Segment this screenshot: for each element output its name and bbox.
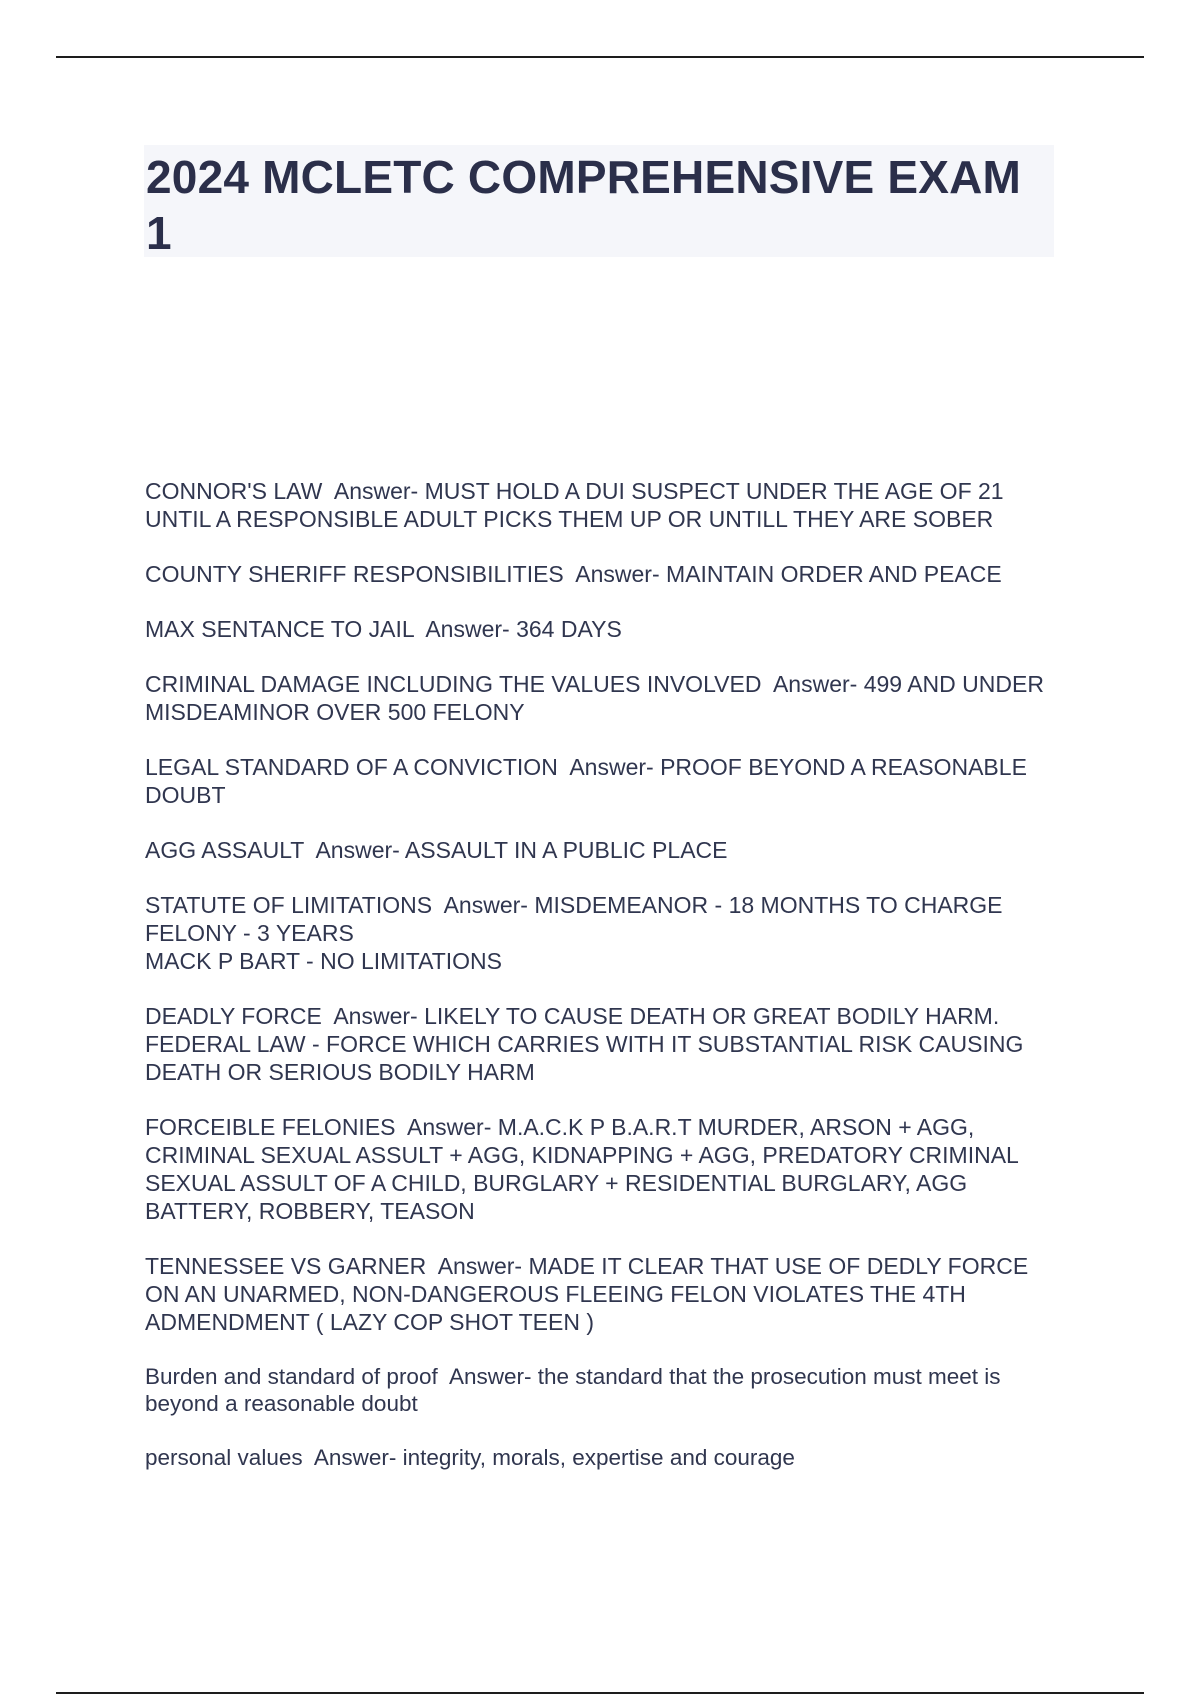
answer-separator: Answer- — [303, 837, 405, 863]
answer-separator: Answer- — [563, 561, 667, 587]
answer-separator: Answer- — [395, 1114, 498, 1140]
question-text: TENNESSEE VS GARNER — [145, 1253, 427, 1279]
answer-text: integrity, morals, expertise and courage — [402, 1445, 795, 1470]
answer-text: the standard that the prosecution must meet is beyond a reasonable doubt — [145, 1364, 1007, 1416]
answer-text: MAINTAIN ORDER AND PEACE — [666, 561, 1002, 587]
answer-text: M.A.C.K P B.A.R.T MURDER, ARSON + AGG, CRIMINAL SEXUAL ASSULT + AGG, KIDNAPPING + AGG, PREDATORY CRIMINAL SEXUAL ASSULT OF A CHILD, BURGLARY + RESIDENTIAL BURGLARY, AGG BATTERY, ROBBERY, TEASON — [145, 1114, 1025, 1224]
question-text: AGG ASSAULT — [145, 837, 304, 863]
question-text: Burden and standard of proof — [145, 1364, 438, 1389]
question-text: CONNOR'S LAW — [145, 478, 323, 504]
qa-item — [145, 891, 1060, 975]
qa-item — [145, 670, 1060, 726]
qa-item — [145, 753, 1060, 809]
answer-separator: Answer- — [302, 1445, 403, 1470]
qa-list — [145, 477, 1060, 1498]
answer-separator: Answer- — [557, 754, 661, 780]
answer-separator: Answer- — [432, 892, 535, 918]
qa-item — [145, 836, 1060, 864]
answer-text: 499 AND UNDER MISDEAMINOR OVER 500 FELONY — [145, 671, 1051, 725]
qa-item — [145, 1363, 1060, 1417]
answer-text: LIKELY TO CAUSE DEATH OR GREAT BODILY HARM. FEDERAL LAW - FORCE WHICH CARRIES WITH IT SUBSTANTIAL RISK CAUSING DEATH OR SERIOUS BODILY HARM — [145, 1003, 1030, 1085]
answer-separator: Answer- — [761, 671, 864, 697]
question-text: STATUTE OF LIMITATIONS — [145, 892, 433, 918]
answer-text: 364 DAYS — [516, 616, 622, 642]
qa-item — [145, 1113, 1060, 1225]
qa-item — [145, 615, 1060, 643]
question-text: MAX SENTANCE TO JAIL — [145, 616, 414, 642]
answer-separator: Answer- — [437, 1364, 538, 1389]
qa-item — [145, 1252, 1060, 1336]
answer-separator: Answer- — [413, 616, 517, 642]
answer-text: MUST HOLD A DUI SUSPECT UNDER THE AGE OF 21 UNTIL A RESPONSIBLE ADULT PICKS THEM UP OR UNTILL THEY ARE SOBER — [145, 478, 1010, 532]
question-text: FORCEIBLE FELONIES — [145, 1114, 396, 1140]
top-rule — [56, 56, 1144, 58]
answer-text: PROOF BEYOND A REASONABLE DOUBT — [145, 754, 1034, 808]
answer-text: MADE IT CLEAR THAT USE OF DEDLY FORCE ON AN UNARMED, NON-DANGEROUS FLEEING FELON VIOLATES THE 4TH ADMENDMENT ( LAZY COP SHOT TEEN ) — [145, 1253, 1035, 1335]
qa-item — [145, 477, 1060, 533]
question-text: CRIMINAL DAMAGE INCLUDING THE VALUES INVOLVED — [145, 671, 762, 697]
question-text: LEGAL STANDARD OF A CONVICTION — [145, 754, 558, 780]
qa-item — [145, 560, 1060, 588]
answer-text: ASSAULT IN A PUBLIC PLACE — [404, 837, 728, 863]
document-title: 2024 MCLETC COMPREHENSIVE EXAM 1 — [146, 151, 1022, 259]
question-text: COUNTY SHERIFF RESPONSIBILITIES — [145, 561, 564, 587]
bottom-rule — [56, 1692, 1144, 1694]
answer-separator: Answer- — [321, 1003, 425, 1029]
answer-separator: Answer- — [322, 478, 425, 504]
title-block — [144, 145, 1054, 257]
qa-item — [145, 1002, 1060, 1086]
qa-item — [145, 1444, 1060, 1471]
answer-separator: Answer- — [426, 1253, 529, 1279]
answer-text: MISDEMEANOR - 18 MONTHS TO CHARGE FELONY - 3 YEARS MACK P BART - NO LIMITATIONS — [145, 892, 1003, 974]
question-text: DEADLY FORCE — [145, 1003, 322, 1029]
question-text: personal values — [145, 1445, 303, 1470]
